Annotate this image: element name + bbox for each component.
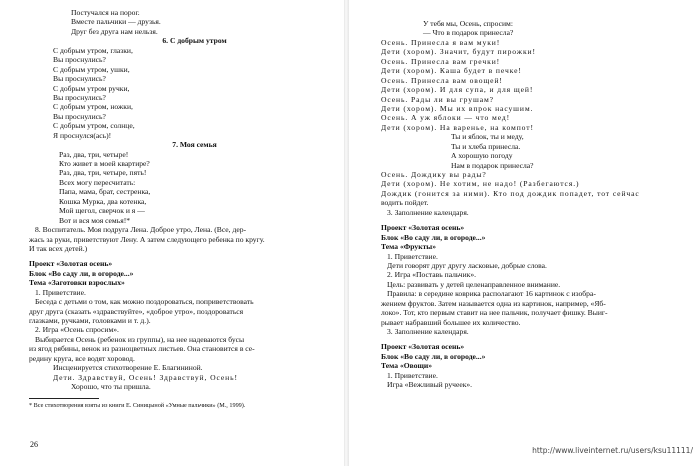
footnote: * Все стихотворения взяты из книги Е. Синицыной «Умные пальчики» (М., 1999). bbox=[29, 401, 246, 409]
text-line: рывает набравший большее их количество. bbox=[381, 317, 521, 327]
text-line: Дети (хором). Не хотим, не надо! (Разбегаются.) bbox=[381, 179, 580, 189]
text-line: Вместе пальчики — друзья. bbox=[71, 17, 161, 27]
text-line: Ты и яблок, ты и меду, bbox=[451, 132, 524, 142]
heading-line: Блок «Во саду ли, в огороде...» bbox=[381, 351, 486, 361]
text-line: Дети говорят друг другу ласковые, добрые слова. bbox=[387, 260, 547, 270]
text-line: Мой щегол, сверчок и я — bbox=[59, 206, 145, 216]
text-line: Дети (хором). И для супа, и для щей! bbox=[381, 85, 534, 95]
text-line: Игра «Вежливый ручеек». bbox=[387, 380, 473, 390]
left-page bbox=[0, 0, 344, 466]
heading-line: Проект «Золотая осень» bbox=[29, 259, 113, 269]
text-line: Дети (хором). На варенье, на компот! bbox=[381, 122, 534, 132]
text-line: С добрым утром, глазки, bbox=[53, 45, 133, 55]
text-line: Всех могу пересчитать: bbox=[59, 177, 136, 187]
text-line: Дети (хором). Каша будет в печке! bbox=[381, 66, 522, 76]
heading-line: 6. С добрым утром bbox=[162, 36, 227, 46]
text-line: Осень. Принесла вам овощей! bbox=[381, 75, 503, 85]
right-page bbox=[349, 0, 699, 466]
text-line: Папа, мама, брат, сестренка, bbox=[59, 187, 151, 197]
text-line: 2. Игра «Поставь пальчик». bbox=[387, 270, 477, 280]
text-line: — Что в подарок принесла? bbox=[423, 28, 514, 38]
heading-line: Тема «Заготовки взрослых» bbox=[29, 278, 125, 288]
text-line: Раз, два, три, четыре! bbox=[59, 149, 129, 159]
text-line: С добрым утром, ушки, bbox=[53, 64, 130, 74]
text-line: Вы проснулись? bbox=[53, 55, 106, 65]
text-line: Друг без друга нам нельзя. bbox=[71, 26, 158, 36]
text-line: Я проснулся(ась)! bbox=[53, 130, 112, 140]
text-line: Дети (хором). Мы их впрок насушим. bbox=[381, 103, 534, 113]
heading-line: Проект «Золотая осень» bbox=[381, 223, 465, 233]
heading-line: Блок «Во саду ли, в огороде...» bbox=[381, 232, 486, 242]
text-line: друг друга (сказать «здравствуйте», «доброе утро», поздороваться bbox=[29, 306, 244, 316]
right-text-column bbox=[349, 19, 699, 390]
text-line: Осень. Дождику вы рады? bbox=[381, 170, 487, 179]
text-line: С добрым утром, ножки, bbox=[53, 102, 133, 112]
text-line: жась за руки, приветствуют Лену. А затем следующего ребенка по кругу. bbox=[29, 234, 265, 244]
watermark-url[interactable]: http://www.liveinternet.ru/users/ksu11111/ bbox=[532, 446, 693, 455]
page-number: 26 bbox=[30, 440, 38, 449]
left-text-column bbox=[0, 8, 344, 410]
heading-line: Блок «Во саду ли, в огороде...» bbox=[29, 268, 134, 278]
text-line: 1. Приветствие. bbox=[35, 287, 86, 297]
text-line: 8. Воспитатель. Моя подруга Лена. Доброе утро, Лена. (Все, дер- bbox=[35, 225, 247, 235]
text-line: Ты и хлеба принесла. bbox=[451, 141, 521, 151]
text-line: 3. Заполнение календаря. bbox=[387, 207, 469, 217]
text-line: Кошка Мурка, два котенка, bbox=[59, 196, 147, 206]
heading-line: Тема «Овощи» bbox=[381, 361, 433, 371]
text-line: С добрым утром ручки, bbox=[53, 83, 130, 93]
text-line: 2. Игра «Осень спросим». bbox=[35, 325, 119, 335]
text-line: глазками, ручками, головками и т. д.). bbox=[29, 316, 151, 325]
text-line: Цель: развивать у детей целенаправленное внимание. bbox=[387, 279, 561, 289]
text-line: А хорошую погоду bbox=[451, 151, 513, 161]
text-line: 1. Приветствие. bbox=[387, 251, 438, 261]
text-line: Осень. Принесла я вам муки! bbox=[381, 37, 501, 47]
text-line: Дети. Здравствуй, Осень! Здравствуй, Осень! bbox=[53, 372, 238, 382]
text-line: Вы проснулись? bbox=[53, 74, 106, 84]
text-line: Инсценируется стихотворение Е. Благининой. bbox=[53, 363, 203, 373]
text-line: Правила: в середине коврика располагают 16 картинок с изобра- bbox=[387, 289, 596, 299]
text-line: 1. Приветствие. bbox=[387, 370, 438, 380]
text-line: жением фруктов. Затем называется одна из картинок, например, «Яб- bbox=[381, 298, 606, 308]
heading-line: 7. Моя семья bbox=[172, 140, 217, 150]
text-line: И так всех детей.) bbox=[29, 243, 88, 253]
text-line: Хорошо, что ты пришла. bbox=[71, 382, 151, 392]
text-line: Вы проснулись? bbox=[53, 111, 106, 121]
text-line: С добрым утром, солнце, bbox=[53, 121, 135, 131]
text-line: водить пойдет. bbox=[381, 198, 429, 208]
text-line: Выбирается Осень (ребенок из группы), на нее надеваются бусы bbox=[35, 334, 245, 344]
text-line: Кто живет в моей квартире? bbox=[59, 159, 150, 168]
text-line: редину круга, все водят хоровод. bbox=[29, 353, 135, 363]
text-line: Беседа с детьми о том, как можно поздороваться, поприветствовать bbox=[35, 297, 254, 307]
text-line: Дождик (гонится за ними). Кто под дождик попадет, тот сейчас bbox=[381, 188, 640, 198]
text-line: 3. Заполнение календаря. bbox=[387, 327, 469, 336]
text-line: Осень. Принесла вам гречки! bbox=[381, 56, 501, 66]
text-line: У тебя мы, Осень, спросим: bbox=[423, 19, 513, 28]
text-line: локо». Тот, кто первым ставит на нее пальчик, получает фишку. Выиг- bbox=[381, 308, 608, 318]
text-line: Вот и вся моя семья!* bbox=[59, 215, 131, 225]
text-line: Дети (хором). Значит, будут пирожки! bbox=[381, 47, 536, 57]
footnote-rule bbox=[29, 398, 99, 399]
text-line: Осень. Рады ли вы грушам? bbox=[381, 94, 494, 104]
text-line: Постучался на порог. bbox=[71, 8, 140, 17]
text-line: из ягод рябины, венок из разноцветных листьев. Она становится в се- bbox=[29, 344, 255, 354]
text-line: Осень. А уж яблоки — что мед! bbox=[381, 113, 511, 123]
heading-line: Проект «Золотая осень» bbox=[381, 342, 465, 352]
heading-line: Тема «Фрукты» bbox=[381, 242, 437, 252]
text-line: Вы проснулись? bbox=[53, 92, 106, 102]
text-line: Раз, два, три, четыре, пять! bbox=[59, 168, 147, 178]
text-line: Нам в подарок принесла? bbox=[451, 160, 534, 170]
